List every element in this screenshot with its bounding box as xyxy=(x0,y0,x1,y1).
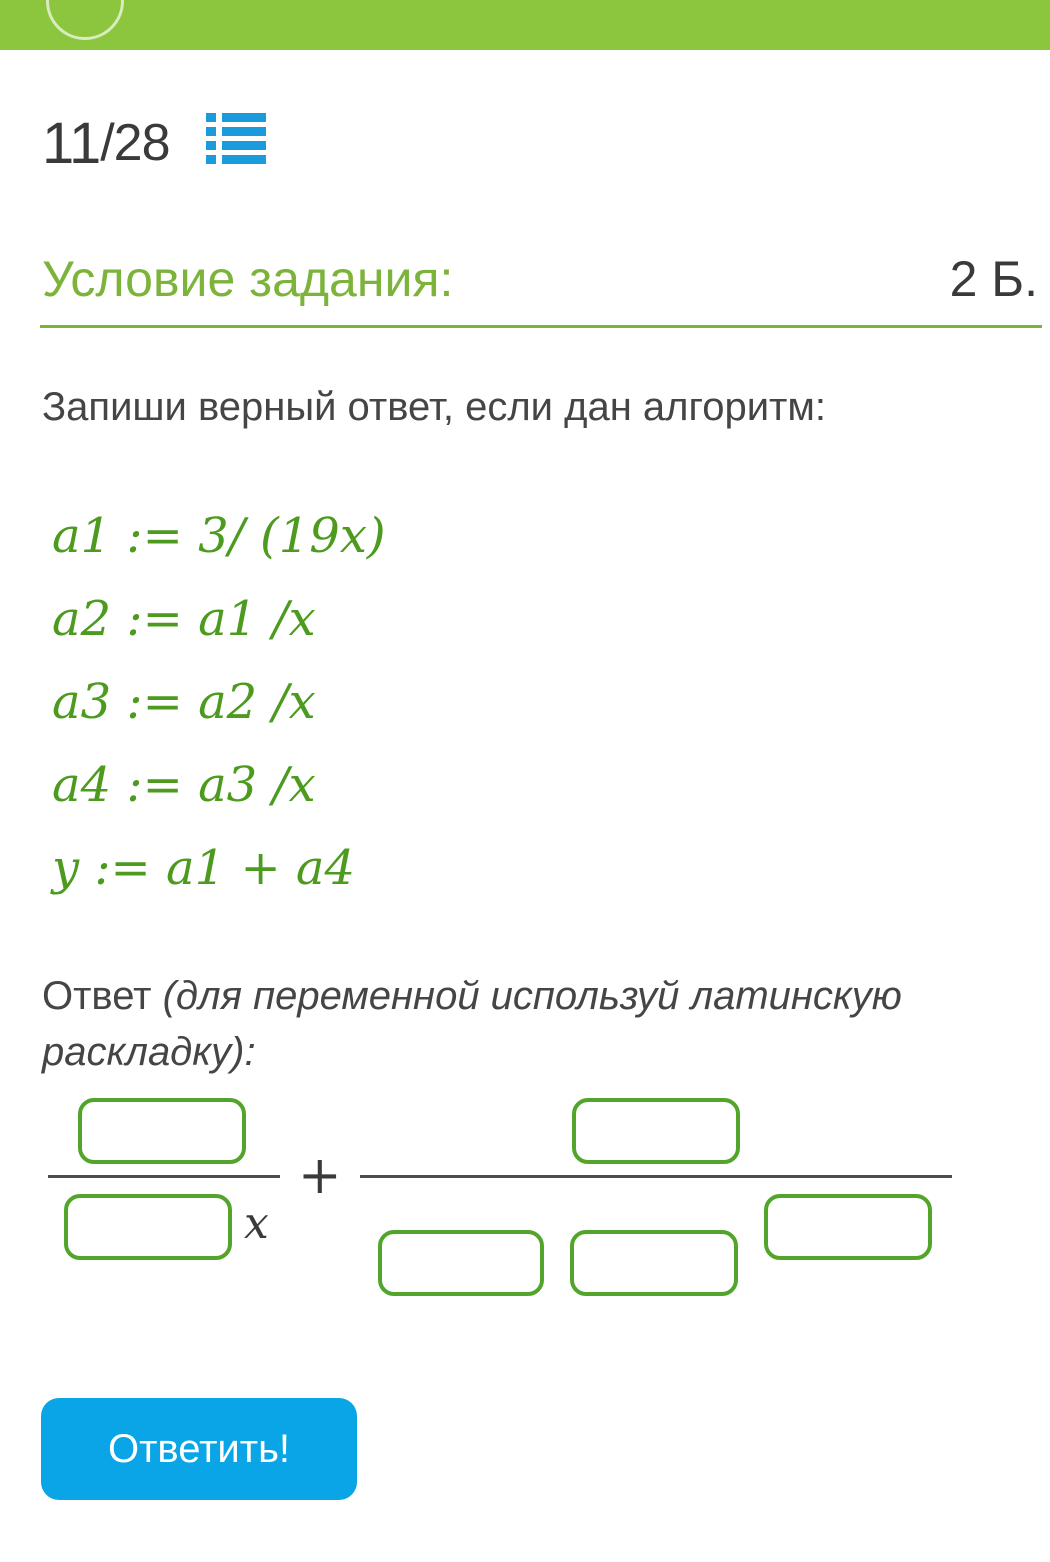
algorithm-line: a2 := a1 /x xyxy=(52,591,316,647)
question-counter xyxy=(42,108,170,178)
algorithm-line: a1 := 3/ (19x) xyxy=(52,508,386,564)
circle-icon[interactable] xyxy=(46,0,124,40)
numerator-2-input[interactable] xyxy=(572,1098,740,1164)
submit-answer-button[interactable]: Ответить! xyxy=(41,1398,357,1500)
algorithm-line: a3 := a2 /x xyxy=(52,674,316,730)
numerator-1-input[interactable] xyxy=(78,1098,246,1164)
denominator-1-variable: x xyxy=(244,1198,269,1249)
fraction-line-2 xyxy=(360,1175,952,1178)
denominator-2-base-input[interactable] xyxy=(570,1230,738,1296)
denominator-1-input[interactable] xyxy=(64,1194,232,1260)
answer-label xyxy=(42,968,1002,1080)
total-questions: /28 xyxy=(100,114,170,172)
title-divider xyxy=(40,325,1042,328)
denominator-2-exponent-input[interactable] xyxy=(764,1194,932,1260)
task-points: 2 Б. xyxy=(949,251,1038,307)
fraction-line-1 xyxy=(48,1175,280,1178)
list-icon[interactable] xyxy=(206,111,266,165)
algorithm-block xyxy=(52,500,386,915)
plus-sign: + xyxy=(298,1146,342,1206)
task-condition-title: Условие задания: xyxy=(42,251,454,307)
answer-hint: (для переменной используй латинскую раскладку): xyxy=(42,974,902,1074)
top-bar xyxy=(0,0,1050,50)
answer-label-text: Ответ xyxy=(42,974,152,1018)
denominator-2-coefficient-input[interactable] xyxy=(378,1230,544,1296)
task-prompt: Запиши верный ответ, если дан алгоритм: xyxy=(42,385,826,429)
current-question-number: 11 xyxy=(42,110,101,176)
algorithm-line: a4 := a3 /x xyxy=(52,757,316,813)
algorithm-line: y := a1 + a4 xyxy=(52,840,356,896)
